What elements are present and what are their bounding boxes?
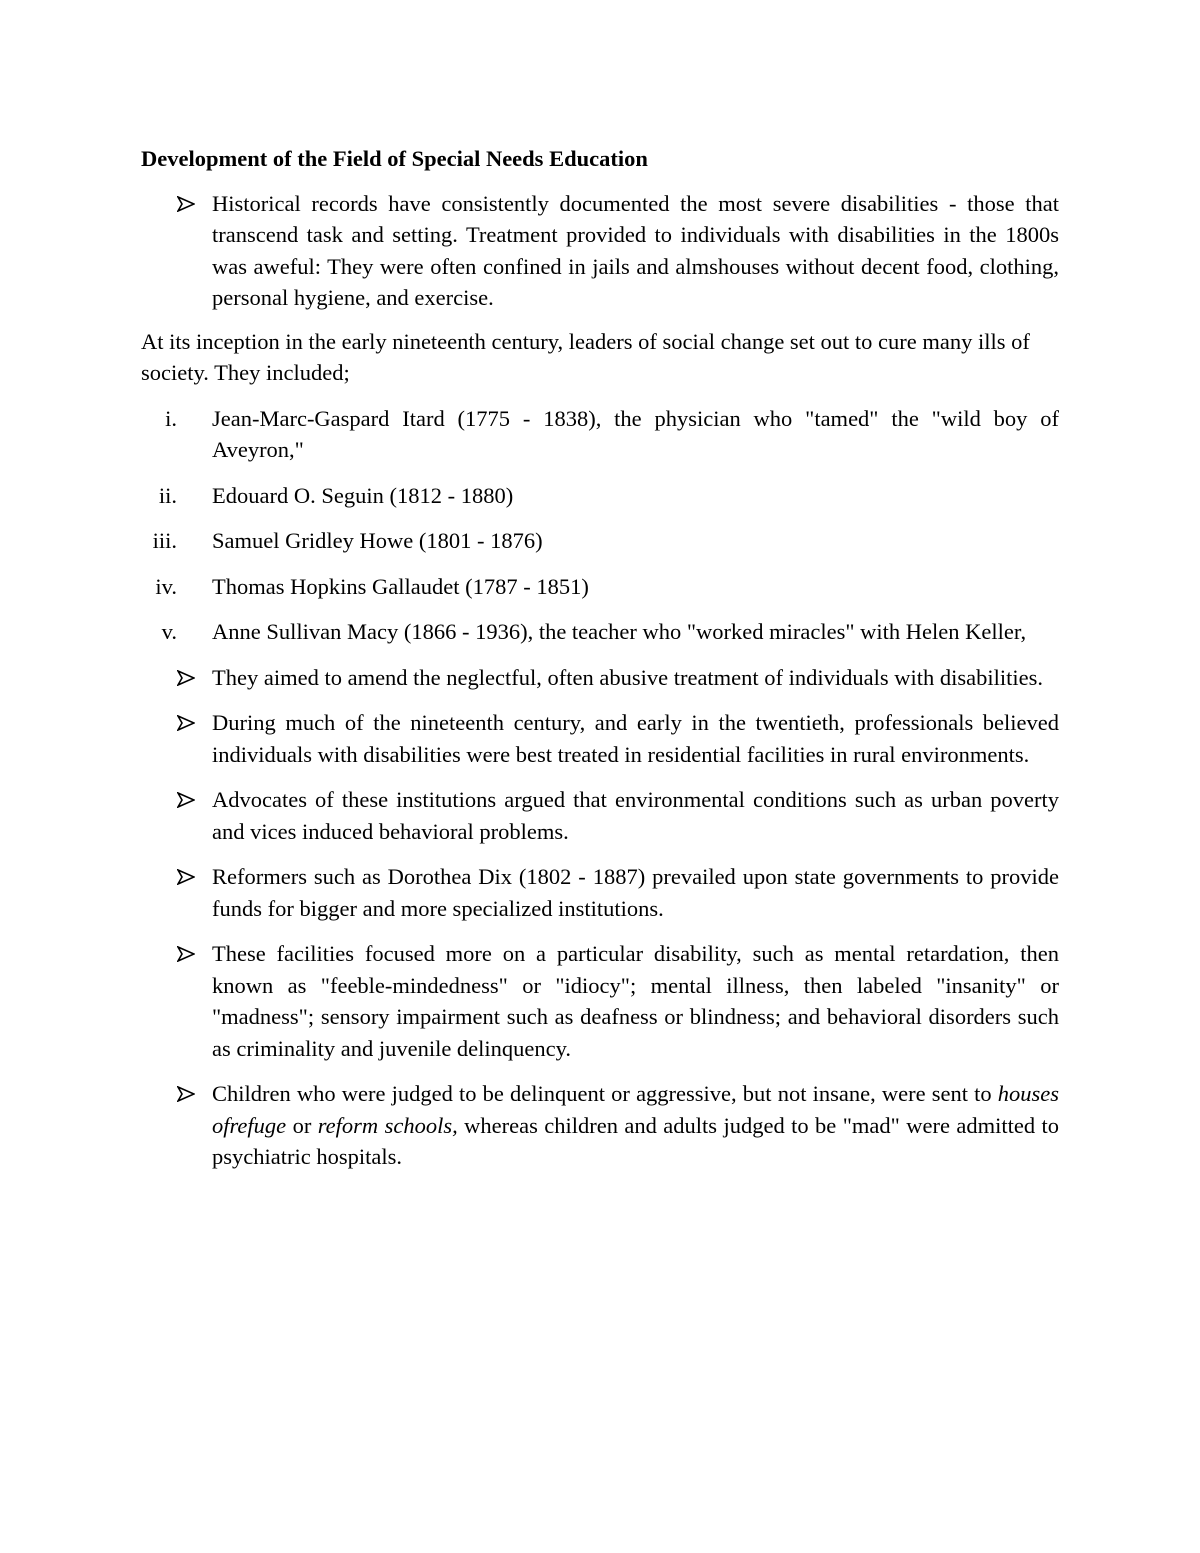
roman-list-text: Edouard O. Seguin (1812 - 1880) bbox=[212, 482, 514, 508]
bullet-text: During much of the nineteenth century, and early in the twentieth, professionals believed individuals with disabilities were best treated in residential facilities in rural environments. bbox=[212, 710, 1059, 767]
bullet-text-part: or bbox=[286, 1112, 318, 1138]
arrowhead-bullet-icon bbox=[141, 1078, 212, 1102]
document-body bbox=[141, 143, 1059, 1173]
roman-numeral: i. bbox=[165, 405, 177, 431]
arrowhead-bullet-icon bbox=[141, 662, 212, 686]
bullet-text bbox=[212, 1078, 1059, 1173]
roman-numeral: iv. bbox=[155, 573, 177, 599]
bullet-item bbox=[141, 188, 1059, 314]
roman-list-text: Jean-Marc-Gaspard Itard (1775 - 1838), the physician who "tamed" the "wild boy of Aveyron," bbox=[212, 405, 1059, 462]
roman-list-item bbox=[141, 403, 1059, 466]
bullet-text: These facilities focused more on a particular disability, such as mental retardation, then known as "feeble-mindedness" or "idiocy"; mental illness, then labeled "insanity" or "madness"; sensory impairment such as deafness or blindness; and behavioral disorders such as criminality and juvenile delinquency. bbox=[212, 941, 1059, 1061]
roman-numeral: v. bbox=[161, 619, 177, 644]
bullet-item bbox=[141, 861, 1059, 924]
bullet-item bbox=[141, 707, 1059, 770]
bullet-text: Historical records have consistently documented the most severe disabilities - those that transcend task and setting. Treatment provided to individuals with disabilities in the 1800s was aweful: They were often confined in jails and almshouses without decent food, clothing, personal hygiene, and exercise. bbox=[212, 190, 1059, 310]
bullet-text: They aimed to amend the neglectful, often abusive treatment of individuals with disabilities. bbox=[212, 664, 1044, 690]
bullet-item bbox=[141, 662, 1059, 694]
arrowhead-bullet-icon bbox=[141, 784, 212, 808]
roman-list-item bbox=[141, 480, 1059, 512]
roman-list-text: Thomas Hopkins Gallaudet (1787 - 1851) bbox=[212, 573, 589, 599]
roman-list-item bbox=[141, 616, 1059, 648]
bullet-item bbox=[141, 784, 1059, 847]
bullet-item bbox=[141, 1078, 1059, 1173]
roman-list-text: Samuel Gridley Howe (1801 - 1876) bbox=[212, 528, 543, 553]
document-title: Development of the Field of Special Needs Education bbox=[141, 146, 648, 171]
roman-numeral: iii. bbox=[152, 528, 177, 553]
roman-list-text: Anne Sullivan Macy (1866 - 1936), the teacher who "worked miracles" with Helen Keller, bbox=[212, 619, 1027, 644]
bullet-text: Advocates of these institutions argued that environmental conditions such as urban poverty and vices induced behavioral problems. bbox=[212, 787, 1059, 844]
arrowhead-bullet-icon bbox=[141, 188, 212, 212]
arrowhead-bullet-icon bbox=[141, 938, 212, 962]
roman-list-item bbox=[141, 571, 1059, 603]
bullet-text-part: whereas children and adults judged to be "mad" were admitted to psychiatric hospitals. bbox=[212, 1112, 1060, 1169]
intro-paragraph: At its inception in the early nineteenth century, leaders of social change set out to cure many ills of society. They included; bbox=[141, 328, 1030, 385]
bullet-text: Reformers such as Dorothea Dix (1802 - 1887) prevailed upon state governments to provide funds for bigger and more specialized institutions. bbox=[212, 864, 1059, 921]
italic-term: reform schools, bbox=[317, 1112, 458, 1138]
bullet-item bbox=[141, 938, 1059, 1064]
italic-term: houses ofrefuge bbox=[212, 1081, 1059, 1138]
arrowhead-bullet-icon bbox=[141, 707, 212, 731]
roman-list-item bbox=[141, 525, 1059, 557]
arrowhead-bullet-icon bbox=[141, 861, 212, 885]
roman-numeral: ii. bbox=[158, 482, 177, 508]
bullet-text-part: Children who were judged to be delinquent or aggressive, but not insane, were sent to bbox=[212, 1081, 998, 1106]
